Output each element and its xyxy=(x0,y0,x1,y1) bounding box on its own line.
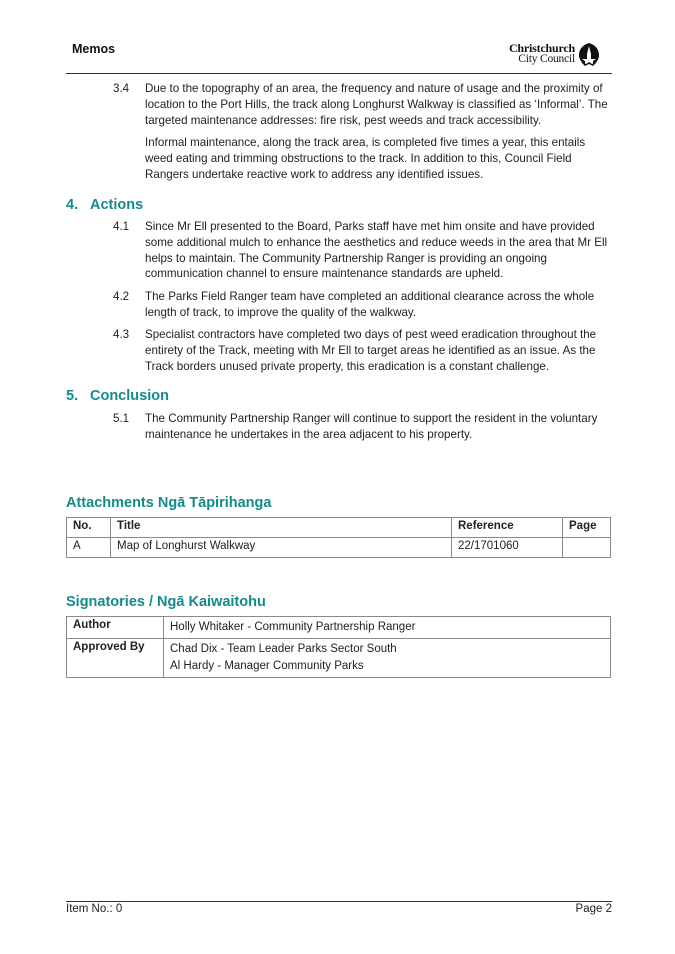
cell-reference: 22/1701060 xyxy=(452,538,563,558)
table-row xyxy=(67,639,611,678)
signatories-table xyxy=(66,616,611,678)
table-header-row xyxy=(67,518,611,538)
paragraph-3-4 xyxy=(113,81,613,128)
column-header-title: Title xyxy=(111,518,452,538)
council-logo xyxy=(509,40,600,68)
value-approved-by xyxy=(164,639,611,678)
paragraph-number: 4.2 xyxy=(113,290,130,303)
column-header-page: Page xyxy=(563,518,611,538)
cathedral-logo-icon xyxy=(578,42,600,66)
signatory-name: Holly Whitaker - Community Partnership Ranger xyxy=(170,621,416,633)
paragraph-text: The Community Partnership Ranger will continue to support the resident in the voluntary maintenance he undertakes in the area adjacent to his property. xyxy=(145,412,598,441)
page-footer xyxy=(66,901,612,915)
column-header-reference: Reference xyxy=(452,518,563,538)
section-number: 5. xyxy=(66,388,79,404)
logo-line2: City Council xyxy=(518,53,575,65)
label-author: Author xyxy=(67,617,164,639)
paragraph-number: 4.3 xyxy=(113,328,130,341)
label-approved-by: Approved By xyxy=(67,639,164,678)
cell-page xyxy=(563,538,611,558)
attachments-table xyxy=(66,517,611,558)
paragraph-4-1 xyxy=(113,219,613,282)
logo-line1: Christchurch xyxy=(508,41,575,55)
section-title: Actions xyxy=(90,197,144,213)
paragraph-number: 3.4 xyxy=(113,82,130,95)
column-header-no: No. xyxy=(67,518,111,538)
logo-text xyxy=(509,43,575,65)
signatories-heading: Signatories / Ngā Kaiwaitohu xyxy=(66,594,266,610)
section-number: 4. xyxy=(66,197,79,213)
section-heading-conclusion xyxy=(66,388,169,404)
paragraph-4-2 xyxy=(113,289,613,321)
page-number: Page 2 xyxy=(575,903,612,915)
paragraph-number: 4.1 xyxy=(113,220,130,233)
attachments-heading: Attachments Ngā Tāpirihanga xyxy=(66,495,272,511)
page-header xyxy=(66,36,612,74)
paragraph-text: Specialist contractors have completed two days of pest weed eradication throughout the entirety of the Track, meeting with Mr Ell to target areas he identified as an issue. As the Track borders unused private property, this eradication is a constant challenge. xyxy=(145,328,597,373)
paragraph-text: Informal maintenance, along the track area, is completed five times a year, this entails weed eating and trimming obstructions to the track. In addition to this, Council Field Rangers undertake reactive work to address any identified issues. xyxy=(145,136,586,181)
signatory-name: Al Hardy - Manager Community Parks xyxy=(170,660,364,672)
table-row xyxy=(67,617,611,639)
signatory-name: Chad Dix - Team Leader Parks Sector South xyxy=(170,643,397,655)
cell-title[interactable]: Map of Longhurst Walkway xyxy=(111,538,452,558)
value-author xyxy=(164,617,611,639)
paragraph-number: 5.1 xyxy=(113,412,130,425)
paragraph-4-3 xyxy=(113,327,613,374)
paragraph-3-4-continuation xyxy=(113,135,613,182)
paragraph-text: Since Mr Ell presented to the Board, Parks staff have met him onsite and have provided some additional mulch to enhance the aesthetics and reduce weeds in the area that Mr Ell helps to maintain. The Community Partnership Ranger is providing an ongoing communication channel to ensure maintenance standards are upheld. xyxy=(145,220,608,281)
paragraph-5-1 xyxy=(113,411,613,443)
paragraph-text: The Parks Field Ranger team have completed an additional clearance across the whole length of track, to improve the quality of the walkway. xyxy=(145,290,595,319)
section-heading-actions xyxy=(66,197,143,213)
item-number: Item No.: 0 xyxy=(66,903,123,915)
section-title: Conclusion xyxy=(90,388,169,404)
table-row xyxy=(67,538,611,558)
cell-no: A xyxy=(67,538,111,558)
header-title: Memos xyxy=(72,42,116,56)
paragraph-text: Due to the topography of an area, the frequency and nature of usage and the proximity of location to the Port Hills, the track along Longhurst Walkway is classified as ‘Informal’. The targeted maintenance addresses: fire risk, pest weeds and track accessibility. xyxy=(145,82,608,127)
